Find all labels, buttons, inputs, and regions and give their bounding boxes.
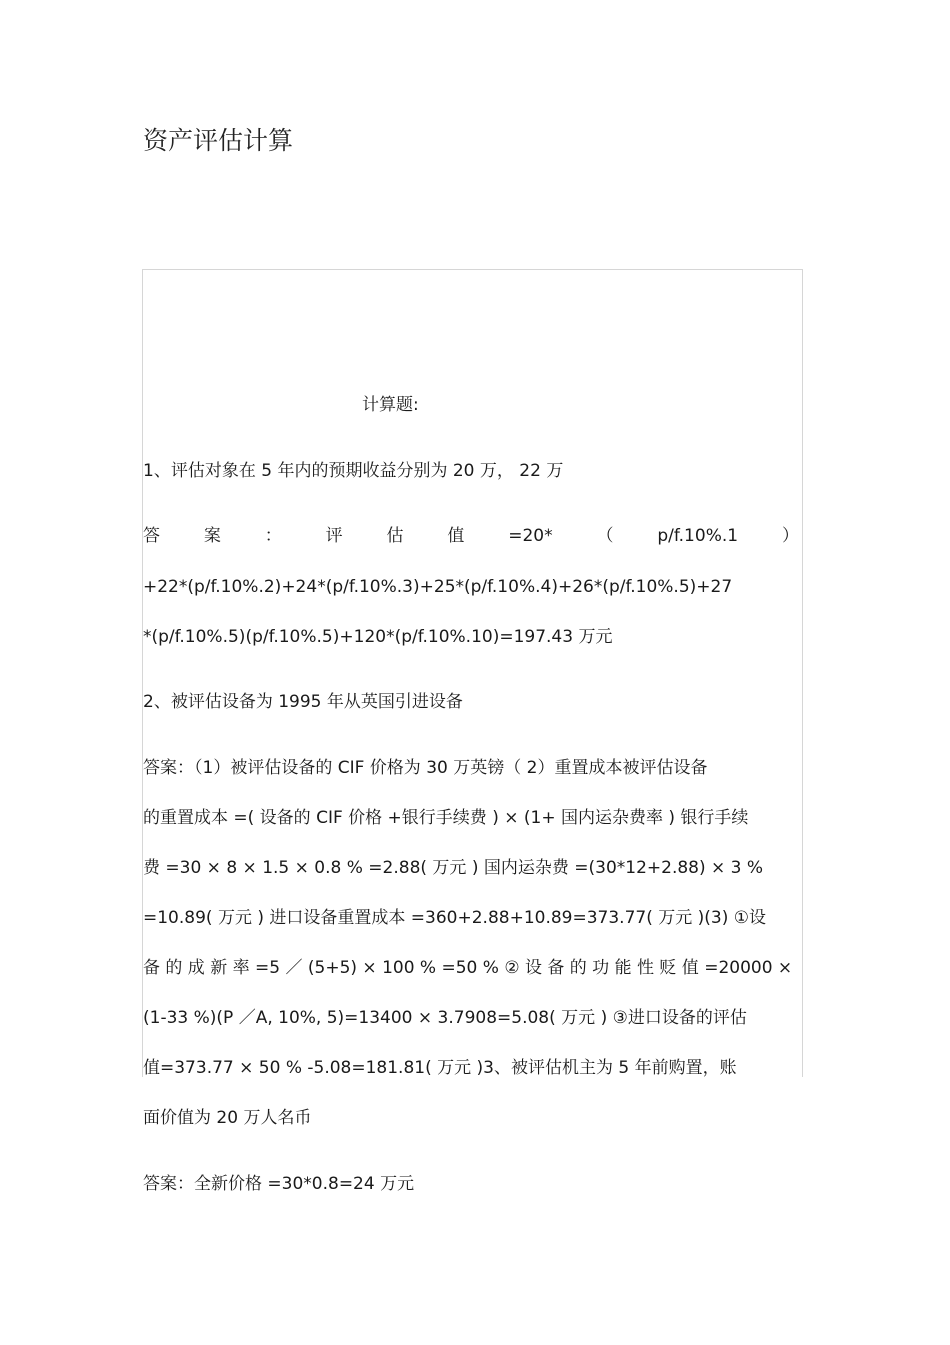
answer-1-token: ： xyxy=(264,526,282,546)
answer-2-line: 的重置成本 =( 设备的 CIF 价格 +银行手续费 ) × (1+ 国内运杂费率 ) 银行手续 xyxy=(143,808,749,828)
answer-1-token: 答 xyxy=(143,526,160,546)
answer-2-line: =10.89( 万元 ) 进口设备重置成本 =360+2.88+10.89=373.77( 万元 )(3) ①设 xyxy=(143,908,767,928)
answer-1-token: 案 xyxy=(203,526,221,546)
answer-1-token: ） xyxy=(781,526,799,546)
answer-1-token: 评 xyxy=(325,526,343,546)
answer-1-line-2: +22*(p/f.10%.2)+24*(p/f.10%.3)+25*(p/f.10%.4)+26*(p/f.10%.5)+27 xyxy=(143,577,733,597)
question-2: 2、被评估设备为 1995 年从英国引进设备 xyxy=(143,692,463,712)
answer-2-line: 备 的 成 新 率 =5 ／ (5+5) × 100 % =50 % ② 设 备 的 功 能 性 贬 值 =20000 × xyxy=(143,958,793,978)
answer-3: 答案：全新价格 =30*0.8=24 万元 xyxy=(143,1174,415,1194)
page-title: 资产评估计算 xyxy=(143,126,294,155)
answer-2-line: 值=373.77 × 50 % -5.08=181.81( 万元 )3、被评估机主为 5 年前购置，账 xyxy=(143,1058,737,1078)
answer-1-line-1 xyxy=(143,524,799,548)
answer-1-token: （ xyxy=(596,526,614,546)
section-heading: 计算题: xyxy=(362,395,419,415)
answer-1-token: 值 xyxy=(447,526,465,546)
question-1: 1、评估对象在 5 年内的预期收益分别为 20 万， 22 万 xyxy=(143,461,564,481)
answer-2-line: (1-33 %)(P ／A, 10%, 5)=13400 × 3.7908=5.08( 万元 ) ③进口设备的评估 xyxy=(143,1008,747,1028)
answer-2-line: 答案：（1）被评估设备的 CIF 价格为 30 万英镑（ 2）重置成本被评估设备 xyxy=(143,758,708,778)
answer-2-line: 费 =30 × 8 × 1.5 × 0.8 % =2.88( 万元 ) 国内运杂费 =(30*12+2.88) × 3 % xyxy=(143,858,764,878)
answer-2-line: 面价值为 20 万人名币 xyxy=(143,1108,312,1128)
answer-1-token: p/f.10%.1 xyxy=(657,526,739,546)
answer-1-token: =20* xyxy=(508,526,553,546)
answer-1-line-3: *(p/f.10%.5)(p/f.10%.5)+120*(p/f.10%.10)=197.43 万元 xyxy=(143,627,613,647)
answer-1-token: 估 xyxy=(386,526,404,546)
